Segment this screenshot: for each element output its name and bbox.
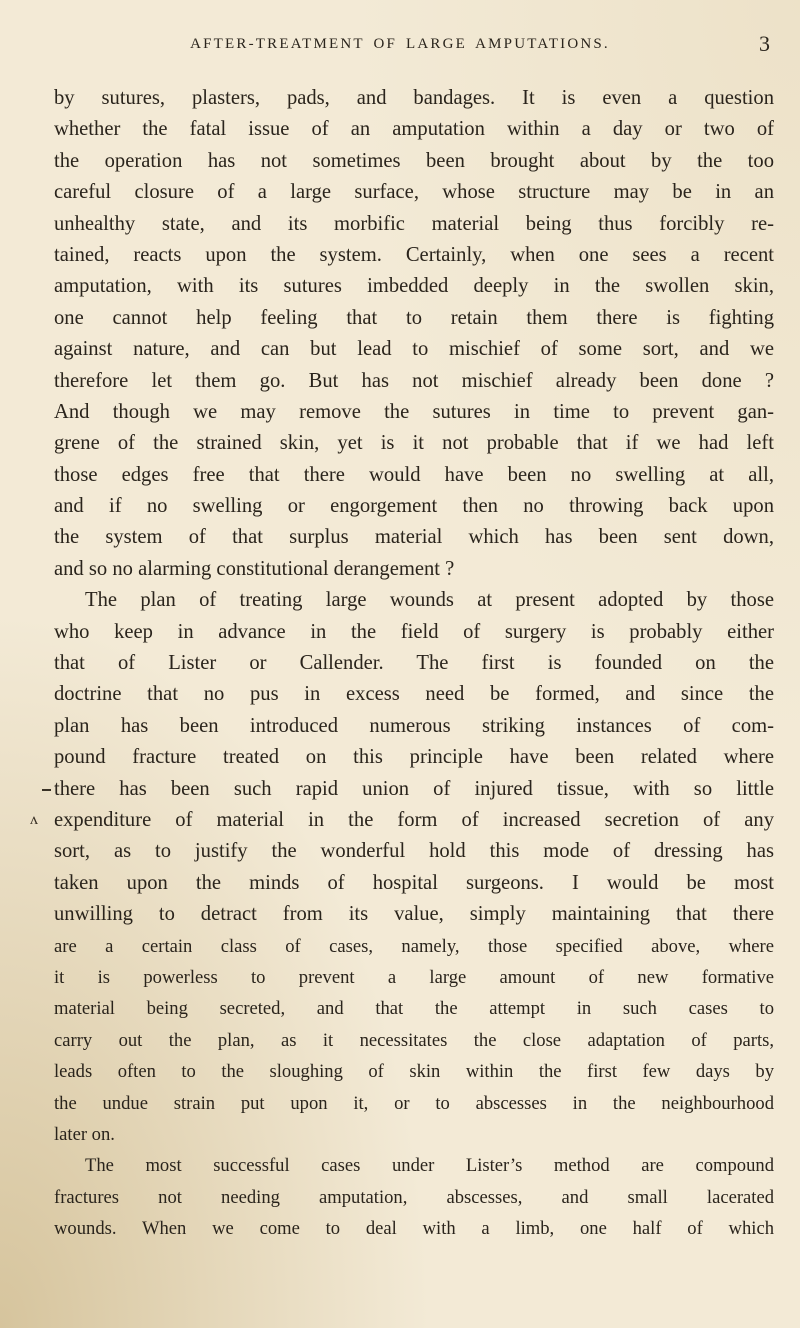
text-line: whether the fatal issue of an amputation within a day or two of [54,118,774,141]
margin-dash-mark [42,789,51,791]
text-line: one cannot help feeling that to retain them there is fighting [54,306,774,329]
text-line: who keep in advance in the field of surgery is probably either [54,620,774,643]
text-line: wounds. When we come to deal with a limb, one half of which [54,1218,774,1240]
text-line: the undue strain put upon it, or to abscesses in the neighbourhood [54,1092,774,1114]
paragraph-start-line: The most successful cases under Lister’s method are compound [85,1155,774,1177]
text-line: the operation has not sometimes been brought about by the too [54,149,774,172]
text-line: taken upon the minds of hospital surgeons. I would be most [54,871,774,894]
text-line: it is powerless to prevent a large amount of new formative [54,966,774,988]
margin-handwritten-mark: ʌ [30,811,38,828]
text-line: leads often to the sloughing of skin within the first few days by [54,1061,774,1083]
running-head-title: AFTER-TREATMENT OF LARGE AMPUTATIONS. [190,36,610,52]
text-line: by sutures, plasters, pads, and bandages. It is even a question [54,87,774,109]
text-line: carry out the plan, as it necessitates the close adaptation of parts, [54,1029,774,1051]
text-line: the system of that surplus material which has been sent down, [54,526,774,549]
text-line: fractures not needing amputation, abscesses, and small lacerated [54,1186,774,1208]
text-line: expenditure of material in the form of increased secretion of any [54,808,774,831]
text-line: and if no swelling or engorgement then no throwing back upon [54,495,774,518]
text-line: plan has been introduced numerous striking instances of com- [54,714,774,737]
text-line: unhealthy state, and its morbific material being thus forcibly re- [54,212,774,235]
text-line: are a certain class of cases, namely, those specified above, where [54,935,774,957]
text-line: those edges free that there would have been no swelling at all, [54,463,774,486]
text-line: tained, reacts upon the system. Certainly, when one sees a recent [54,243,774,266]
text-line: doctrine that no pus in excess need be formed, and since the [54,683,774,706]
text-line: unwilling to detract from its value, simply maintaining that there [54,903,774,926]
text-line: that of Lister or Callender. The first is founded on the [54,652,774,675]
text-line: therefore let them go. But has not mischief already been done ? [54,369,774,392]
text-line: And though we may remove the sutures in time to prevent gan- [54,400,774,423]
page-number: 3 [759,31,770,56]
text-line: against nature, and can but lead to mischief of some sort, and we [54,338,774,361]
running-head [0,26,800,56]
text-line: material being secreted, and that the attempt in such cases to [54,998,774,1020]
text-line: careful closure of a large surface, whose structure may be in an [54,181,774,204]
paragraph-start-line: The plan of treating large wounds at present adopted by those [85,589,774,612]
text-line: grene of the strained skin, yet is it not probable that if we had left [54,432,774,455]
text-line: pound fracture treated on this principle have been related where [54,746,774,769]
text-line: there has been such rapid union of injured tissue, with so little [54,777,774,800]
text-line: and so no alarming constitutional derangement ? [54,557,455,580]
body-text [54,83,774,1244]
text-line: sort, as to justify the wonderful hold this mode of dressing has [54,840,774,863]
text-line: amputation, with its sutures imbedded deeply in the swollen skin, [54,275,774,298]
text-line: later on. [54,1123,115,1145]
